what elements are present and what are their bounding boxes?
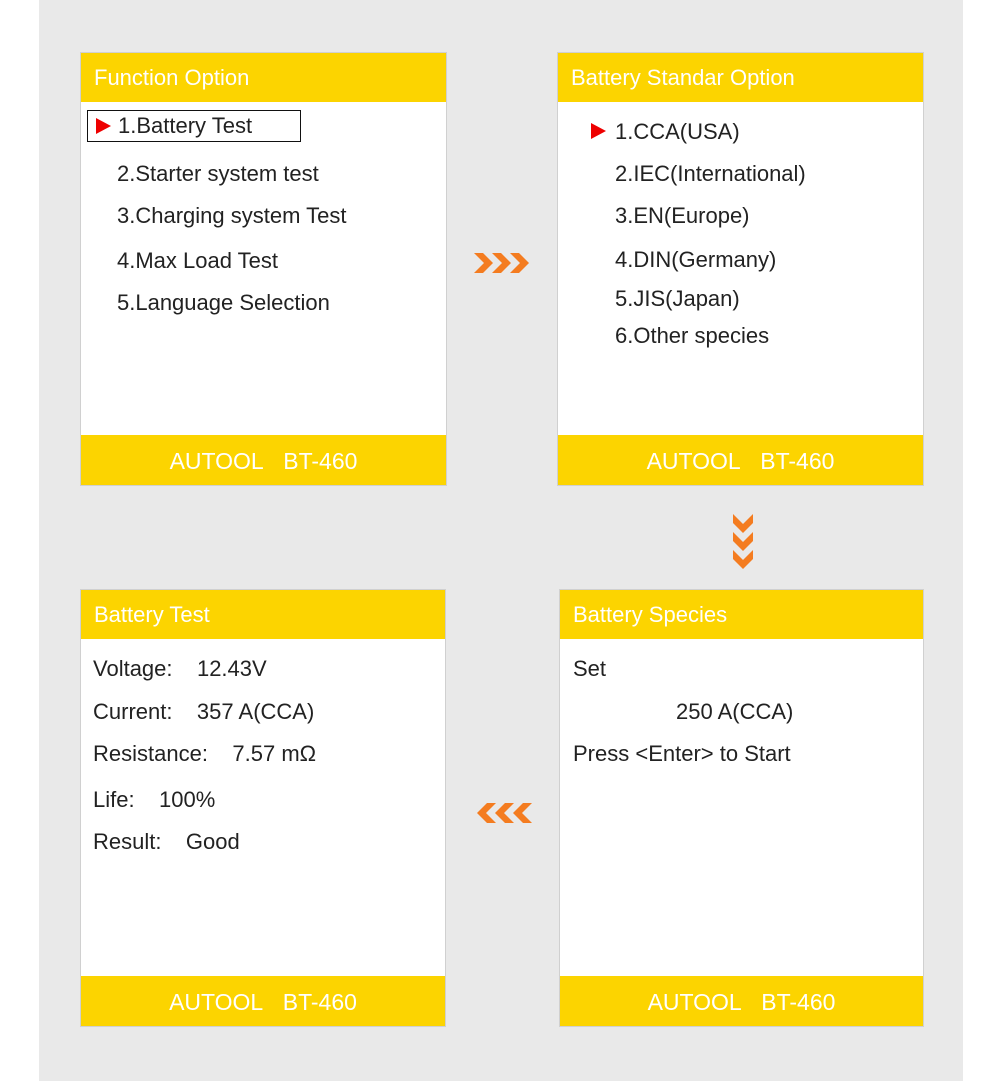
menu-item[interactable]: 4.DIN(Germany) (615, 247, 777, 272)
resistance-reading: Resistance: 7.57 mΩ (93, 741, 317, 766)
chevron-down-icon (733, 514, 753, 572)
start-prompt: Press <Enter> to Start (573, 741, 791, 766)
function-option-screen (80, 52, 447, 486)
menu-item[interactable]: 2.IEC(International) (615, 161, 806, 186)
menu-item[interactable]: 2.Starter system test (117, 161, 319, 186)
menu-item-battery-test[interactable]: 1.Battery Test (87, 110, 301, 142)
voltage-reading: Voltage: 12.43V (93, 656, 267, 681)
device-footer: AUTOOL BT-460 (81, 976, 445, 1026)
menu-item[interactable]: 4.Max Load Test (117, 248, 279, 273)
device-footer: AUTOOL BT-460 (560, 976, 923, 1026)
menu-item[interactable]: 1.CCA(USA) (615, 119, 740, 144)
selection-marker-icon (96, 118, 111, 134)
selection-marker-icon (591, 123, 606, 139)
life-reading: Life: 100% (93, 787, 216, 812)
menu-item[interactable]: 5.JIS(Japan) (615, 286, 740, 311)
cca-value[interactable]: 250 A(CCA) (676, 699, 794, 724)
screen-title: Battery Test (81, 590, 445, 639)
screen-title: Battery Standar Option (558, 53, 923, 102)
battery-test-screen (80, 589, 446, 1027)
chevron-right-icon (474, 253, 532, 273)
menu-item[interactable]: 6.Other species (615, 323, 770, 348)
current-reading: Current: 357 A(CCA) (93, 699, 315, 724)
menu-item[interactable]: 3.Charging system Test (117, 203, 347, 228)
device-footer: AUTOOL BT-460 (558, 435, 923, 485)
screen-title: Battery Species (560, 590, 923, 639)
screen-title: Function Option (81, 53, 446, 102)
menu-item[interactable]: 3.EN(Europe) (615, 203, 750, 228)
menu-item[interactable]: 5.Language Selection (117, 290, 330, 315)
battery-species-screen (559, 589, 924, 1027)
set-label: Set (573, 656, 607, 681)
result-reading: Result: Good (93, 829, 240, 854)
chevron-left-icon (474, 803, 532, 823)
device-footer: AUTOOL BT-460 (81, 435, 446, 485)
battery-standard-screen (557, 52, 924, 486)
